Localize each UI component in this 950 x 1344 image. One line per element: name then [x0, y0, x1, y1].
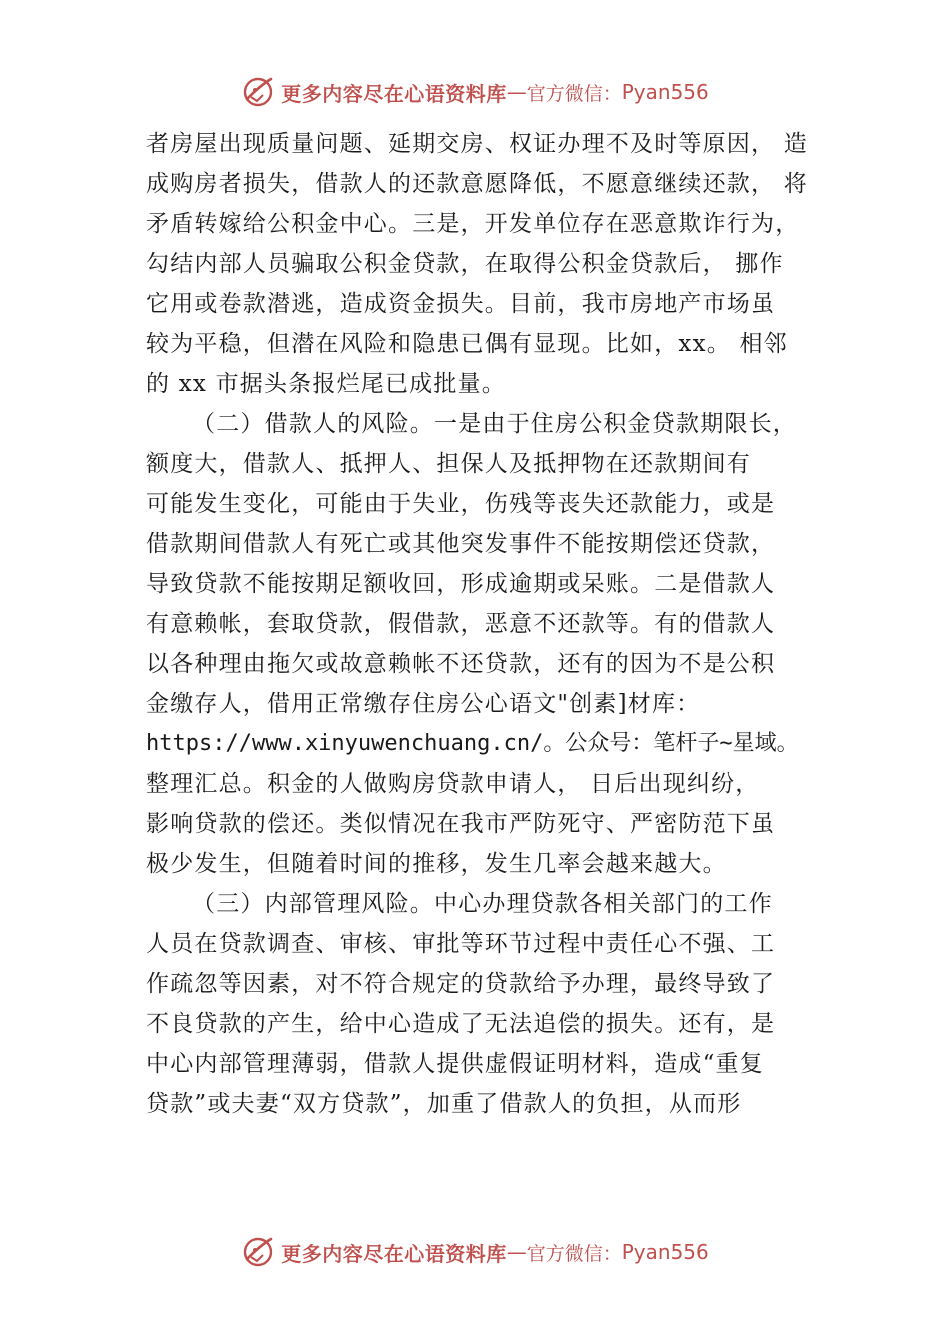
body-line: 矛盾转嫁给公积金中心。三是，开发单位存在恶意欺诈行为， [146, 211, 800, 237]
body-line: 不良贷款的产生，给中心造成了无法追偿的损失。还有，是 [146, 1011, 776, 1037]
banner-wechat-id: Pyan556 [621, 1240, 709, 1264]
banner-dash: — [506, 1240, 527, 1264]
section-heading-line: （二）借款人的风险。一是由于住房公积金贷款期限长， [192, 411, 797, 437]
banner-wechat-label: 官方微信： [526, 1242, 622, 1265]
pen-logo-icon [241, 75, 275, 109]
footer-banner [0, 1232, 950, 1272]
header-banner [0, 72, 950, 112]
banner-wechat-id: Pyan556 [621, 80, 709, 104]
body-line: 借款期间借款人有死亡或其他突发事件不能按期偿还贷款， [146, 531, 776, 557]
body-line: 的 xx 市据头条报烂尾已成批量。 [146, 371, 506, 397]
body-line: 较为平稳，但潜在风险和隐患已偶有显现。比如，xx。 相邻 [146, 331, 788, 357]
body-line: 中心内部管理薄弱，借款人提供虚假证明材料，造成“重复 [146, 1051, 764, 1077]
banner-text: 更多内容尽在心语资料库 [281, 1241, 507, 1266]
document-body [146, 124, 836, 1124]
body-line: 人员在贷款调查、审核、审批等环节过程中责任心不强、工 [146, 931, 776, 957]
banner-wechat-label: 官方微信： [526, 82, 622, 105]
body-line: 作疏忽等因素，对不符合规定的贷款给予办理，最终导致了 [146, 971, 776, 997]
body-line: 成购房者损失，借款人的还款意愿降低，不愿意继续还款， 将 [146, 171, 808, 197]
body-line: 有意赖帐，套取贷款，假借款，恶意不还款等。有的借款人 [146, 611, 776, 637]
body-line: 金缴存人，借用正常缴存住房公心语文"创素]材库： [146, 691, 701, 717]
url-line: https://www.xinyuwenchuang.cn/。公众号：笔杆子~星域。 [146, 731, 799, 756]
body-line: 影响贷款的偿还。类似情况在我市严防死守、严密防范下虽 [146, 811, 776, 837]
section-heading-line: （三）内部管理风险。中心办理贷款各相关部门的工作 [192, 891, 773, 917]
body-line: 它用或卷款潜逃，造成资金损失。目前，我市房地产市场虽 [146, 291, 776, 317]
body-line: 以各种理由拖欠或故意赖帐不还贷款，还有的因为不是公积 [146, 651, 776, 677]
body-line: 可能发生变化，可能由于失业，伤残等丧失还款能力，或是 [146, 491, 776, 517]
body-line: 额度大，借款人、抵押人、担保人及抵押物在还款期间有 [146, 451, 751, 477]
body-line: 极少发生，但随着时间的推移，发生几率会越来越大。 [146, 851, 727, 877]
body-line: 者房屋出现质量问题、延期交房、权证办理不及时等原因， 造 [146, 131, 808, 157]
banner-text: 更多内容尽在心语资料库 [281, 81, 507, 106]
body-line: 整理汇总。积金的人做购房贷款申请人， 日后出现纠纷， [146, 771, 760, 797]
pen-logo-icon [241, 1235, 275, 1269]
banner-dash: — [506, 80, 527, 104]
body-line: 贷款”或夫妻“双方贷款”，加重了借款人的负担，从而形 [146, 1091, 742, 1117]
body-line: 勾结内部人员骗取公积金贷款，在取得公积金贷款后， 挪作 [146, 251, 784, 277]
body-line: 导致贷款不能按期足额收回，形成逾期或呆账。二是借款人 [146, 571, 776, 597]
